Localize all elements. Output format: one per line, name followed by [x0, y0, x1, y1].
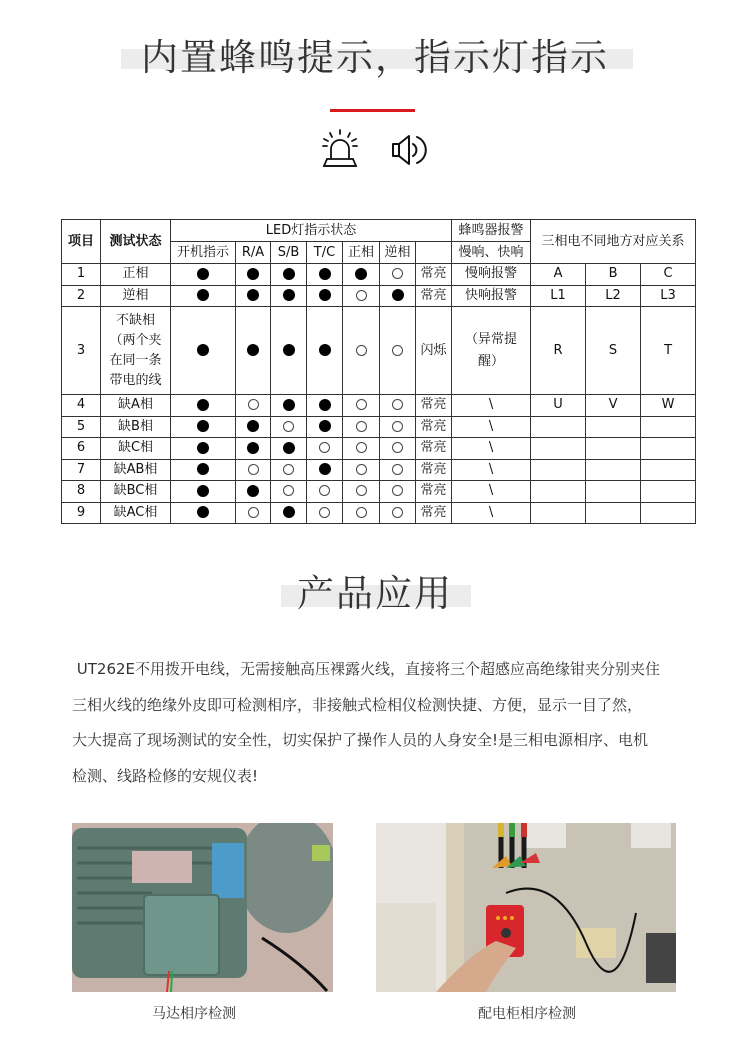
- led-on-icon: [283, 506, 295, 518]
- led-on-icon: [247, 268, 259, 280]
- led-off-icon: [283, 464, 294, 475]
- row-light-state: 常亮: [416, 459, 452, 481]
- led-cell: [236, 481, 271, 503]
- row-buzzer: 慢响报警: [452, 264, 531, 286]
- led-cell: [307, 307, 343, 395]
- row-mapping-cell: T: [641, 307, 696, 395]
- row-mapping-cell: [531, 459, 586, 481]
- led-cell: [271, 416, 307, 438]
- row-light-state: 常亮: [416, 264, 452, 286]
- row-mapping-cell: [586, 416, 641, 438]
- led-off-icon: [356, 485, 367, 496]
- led-on-icon: [355, 268, 367, 280]
- led-cell: [236, 416, 271, 438]
- table-row: [62, 264, 696, 286]
- led-cell: [380, 438, 416, 460]
- row-buzzer: \: [452, 502, 531, 524]
- header-led-blank: [416, 242, 452, 264]
- led-on-icon: [197, 485, 209, 497]
- led-cell: [343, 307, 380, 395]
- led-cell: [171, 416, 236, 438]
- header-mapping: 三相电不同地方对应关系: [531, 220, 696, 264]
- led-cell: [236, 395, 271, 417]
- led-off-icon: [356, 507, 367, 518]
- led-on-icon: [197, 289, 209, 301]
- table-body: [62, 264, 696, 524]
- row-mapping-cell: L2: [586, 285, 641, 307]
- row-test-state: 缺AC相: [101, 502, 171, 524]
- row-light-state: 常亮: [416, 481, 452, 503]
- led-cell: [171, 285, 236, 307]
- led-cell: [343, 438, 380, 460]
- led-cell: [171, 264, 236, 286]
- led-off-icon: [319, 507, 330, 518]
- led-on-icon: [283, 442, 295, 454]
- led-off-icon: [392, 507, 403, 518]
- row-light-state: 常亮: [416, 438, 452, 460]
- led-off-icon: [392, 345, 403, 356]
- row-test-state: 缺AB相: [101, 459, 171, 481]
- led-cell: [171, 395, 236, 417]
- row-number: 3: [62, 307, 101, 395]
- table-row: [62, 395, 696, 417]
- row-buzzer: \: [452, 481, 531, 503]
- section-title-application: [0, 571, 750, 617]
- row-number: 1: [62, 264, 101, 286]
- led-off-icon: [248, 507, 259, 518]
- led-on-icon: [197, 399, 209, 411]
- led-off-icon: [392, 268, 403, 279]
- accent-divider: [330, 109, 415, 112]
- header-buzzer: 蜂鸣器报警: [452, 220, 531, 242]
- led-on-icon: [247, 485, 259, 497]
- led-cell: [236, 438, 271, 460]
- header-test-state: 测试状态: [101, 220, 171, 264]
- led-cell: [307, 416, 343, 438]
- led-off-icon: [319, 442, 330, 453]
- led-cell: [271, 395, 307, 417]
- row-light-state: 常亮: [416, 502, 452, 524]
- led-on-icon: [283, 399, 295, 411]
- row-number: 7: [62, 459, 101, 481]
- header-led-reverse: 逆相: [380, 242, 416, 264]
- row-mapping-cell: R: [531, 307, 586, 395]
- table-row: [62, 438, 696, 460]
- row-test-state: 缺C相: [101, 438, 171, 460]
- led-on-icon: [197, 442, 209, 454]
- row-buzzer: 快响报警: [452, 285, 531, 307]
- speaker-icon: [390, 132, 430, 168]
- photo-caption-motor: 马达相序检测: [152, 1006, 236, 1022]
- header-led-ra: R/A: [236, 242, 271, 264]
- row-mapping-cell: [531, 416, 586, 438]
- row-number: 2: [62, 285, 101, 307]
- row-light-state: 常亮: [416, 416, 452, 438]
- led-on-icon: [319, 399, 331, 411]
- row-mapping-cell: [641, 481, 696, 503]
- led-cell: [307, 481, 343, 503]
- led-off-icon: [392, 421, 403, 432]
- led-cell: [236, 285, 271, 307]
- led-on-icon: [319, 344, 331, 356]
- led-on-icon: [392, 289, 404, 301]
- led-cell: [236, 459, 271, 481]
- led-cell: [171, 438, 236, 460]
- led-cell: [307, 395, 343, 417]
- header-led-positive: 正相: [343, 242, 380, 264]
- led-cell: [236, 264, 271, 286]
- row-mapping-cell: S: [586, 307, 641, 395]
- paragraph-line: 大大提高了现场测试的安全性，切实保护了操作人员的人身安全!是三相电源相序、电机: [72, 731, 649, 749]
- led-on-icon: [197, 420, 209, 432]
- section-title-buzzer: [0, 36, 750, 80]
- led-cell: [271, 307, 307, 395]
- led-cell: [343, 395, 380, 417]
- led-on-icon: [319, 268, 331, 280]
- row-test-state: 正相: [101, 264, 171, 286]
- row-buzzer: \: [452, 416, 531, 438]
- row-mapping-cell: [531, 502, 586, 524]
- led-cell: [343, 481, 380, 503]
- led-cell: [307, 285, 343, 307]
- paragraph-line: 检测、线路检修的安规仪表!: [72, 766, 259, 785]
- led-off-icon: [356, 399, 367, 410]
- row-mapping-cell: U: [531, 395, 586, 417]
- row-number: 4: [62, 395, 101, 417]
- led-off-icon: [392, 464, 403, 475]
- row-buzzer: \: [452, 395, 531, 417]
- row-buzzer: （异常提醒）: [452, 307, 531, 395]
- led-off-icon: [392, 399, 403, 410]
- led-cell: [343, 502, 380, 524]
- led-cell: [236, 307, 271, 395]
- row-mapping-cell: [531, 481, 586, 503]
- beacon-light-icon: [320, 128, 360, 170]
- row-test-state: 缺BC相: [101, 481, 171, 503]
- row-test-state: 缺A相: [101, 395, 171, 417]
- led-cell: [380, 285, 416, 307]
- led-cell: [271, 459, 307, 481]
- led-on-icon: [283, 344, 295, 356]
- led-off-icon: [283, 421, 294, 432]
- row-mapping-cell: [531, 438, 586, 460]
- led-cell: [171, 502, 236, 524]
- row-number: 6: [62, 438, 101, 460]
- led-on-icon: [247, 289, 259, 301]
- led-cell: [343, 285, 380, 307]
- led-cell: [380, 416, 416, 438]
- row-mapping-cell: [641, 416, 696, 438]
- led-cell: [271, 438, 307, 460]
- led-off-icon: [283, 485, 294, 496]
- led-cell: [380, 459, 416, 481]
- row-mapping-cell: [641, 438, 696, 460]
- led-on-icon: [283, 268, 295, 280]
- row-mapping-cell: B: [586, 264, 641, 286]
- led-off-icon: [356, 290, 367, 301]
- led-off-icon: [356, 464, 367, 475]
- led-off-icon: [356, 345, 367, 356]
- row-mapping-cell: V: [586, 395, 641, 417]
- led-cell: [307, 459, 343, 481]
- table-row: [62, 307, 696, 395]
- led-cell: [343, 459, 380, 481]
- application-description: [72, 652, 692, 794]
- led-off-icon: [319, 485, 330, 496]
- paragraph-line: UT262E不用拨开电线，无需接触高压裸露火线，直接将三个超感应高绝缘钳夹分别夹住: [72, 660, 661, 678]
- led-cell: [171, 481, 236, 503]
- section-title-text: 产品应用: [297, 572, 453, 615]
- led-cell: [307, 502, 343, 524]
- led-cell: [380, 481, 416, 503]
- led-cell: [343, 264, 380, 286]
- photo-caption-cabinet: 配电柜相序检测: [478, 1006, 576, 1022]
- led-on-icon: [319, 463, 331, 475]
- led-off-icon: [248, 464, 259, 475]
- led-off-icon: [392, 442, 403, 453]
- row-mapping-cell: A: [531, 264, 586, 286]
- header-led-tc: T/C: [307, 242, 343, 264]
- led-cell: [271, 285, 307, 307]
- header-led-group: LED灯指示状态: [171, 220, 452, 242]
- led-on-icon: [197, 268, 209, 280]
- led-cell: [307, 264, 343, 286]
- row-mapping-cell: [586, 459, 641, 481]
- led-cell: [271, 481, 307, 503]
- section-title-text: 内置蜂鸣提示，指示灯指示: [141, 36, 609, 79]
- table-row: [62, 502, 696, 524]
- row-number: 5: [62, 416, 101, 438]
- led-on-icon: [197, 463, 209, 475]
- led-cell: [380, 307, 416, 395]
- row-mapping-cell: [586, 481, 641, 503]
- led-on-icon: [319, 420, 331, 432]
- distribution-cabinet-photo: [376, 823, 676, 992]
- led-cell: [380, 502, 416, 524]
- row-number: 9: [62, 502, 101, 524]
- table-row: [62, 459, 696, 481]
- led-cell: [380, 264, 416, 286]
- header-led-sb: S/B: [271, 242, 307, 264]
- row-mapping-cell: L3: [641, 285, 696, 307]
- row-mapping-cell: [641, 502, 696, 524]
- led-off-icon: [248, 399, 259, 410]
- led-cell: [271, 264, 307, 286]
- led-off-icon: [356, 421, 367, 432]
- row-test-state: 缺B相: [101, 416, 171, 438]
- led-on-icon: [197, 344, 209, 356]
- led-on-icon: [247, 420, 259, 432]
- row-light-state: 闪烁: [416, 307, 452, 395]
- row-buzzer: \: [452, 459, 531, 481]
- led-cell: [307, 438, 343, 460]
- led-cell: [271, 502, 307, 524]
- row-mapping-cell: C: [641, 264, 696, 286]
- led-on-icon: [319, 289, 331, 301]
- row-light-state: 常亮: [416, 285, 452, 307]
- row-mapping-cell: [586, 438, 641, 460]
- header-buzzer-sub: 慢响、快响: [452, 242, 531, 264]
- led-on-icon: [247, 442, 259, 454]
- motor-photo: [72, 823, 333, 992]
- led-cell: [343, 416, 380, 438]
- header-led-power: 开机指示: [171, 242, 236, 264]
- row-buzzer: \: [452, 438, 531, 460]
- led-cell: [380, 395, 416, 417]
- row-number: 8: [62, 481, 101, 503]
- row-mapping-cell: [586, 502, 641, 524]
- header-item: 项目: [62, 220, 101, 264]
- led-off-icon: [356, 442, 367, 453]
- table-row: [62, 285, 696, 307]
- table-row: [62, 481, 696, 503]
- row-mapping-cell: L1: [531, 285, 586, 307]
- row-mapping-cell: W: [641, 395, 696, 417]
- row-test-state: 不缺相（两个夹在同一条带电的线: [101, 307, 171, 395]
- led-cell: [171, 459, 236, 481]
- led-cell: [236, 502, 271, 524]
- led-on-icon: [247, 344, 259, 356]
- row-mapping-cell: [641, 459, 696, 481]
- led-on-icon: [283, 289, 295, 301]
- row-light-state: 常亮: [416, 395, 452, 417]
- paragraph-line: 三相火线的绝缘外皮即可检测相序，非接触式检相仪检测快捷、方便，显示一目了然，: [72, 695, 643, 714]
- led-off-icon: [392, 485, 403, 496]
- led-indicator-table: [61, 219, 696, 524]
- row-test-state: 逆相: [101, 285, 171, 307]
- table-row: [62, 416, 696, 438]
- led-cell: [171, 307, 236, 395]
- led-on-icon: [197, 506, 209, 518]
